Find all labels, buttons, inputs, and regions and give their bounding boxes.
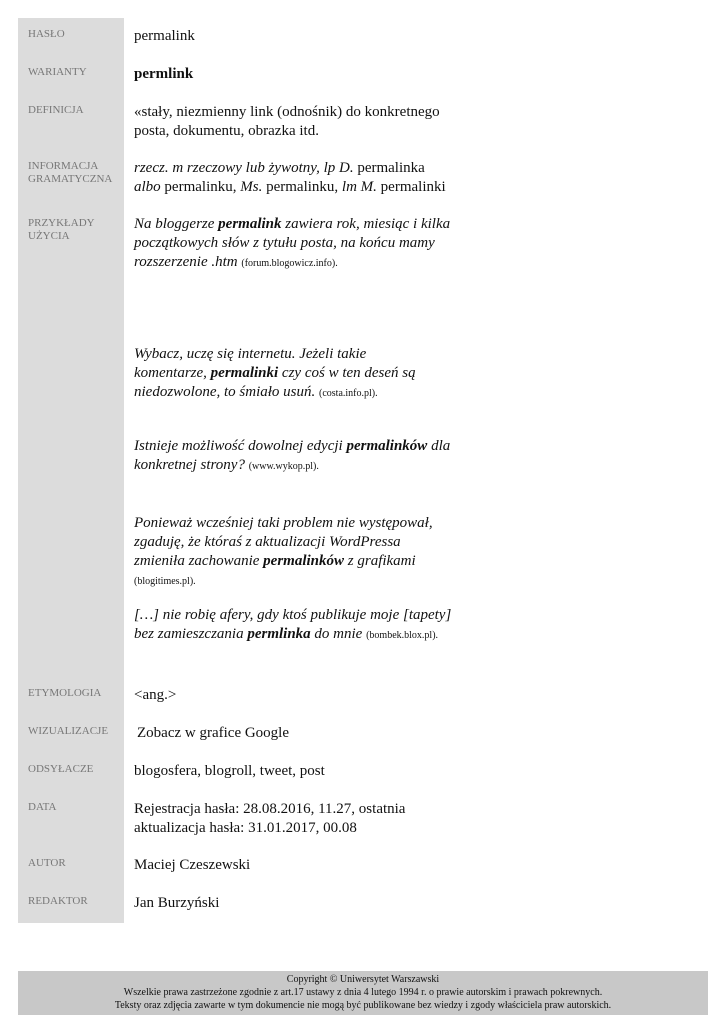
footer-copyright: Copyright © Uniwersytet Warszawski <box>286 974 440 985</box>
row-odsylacze <box>18 753 708 791</box>
copyright-footer <box>18 971 708 1015</box>
example-4-text-end: z grafikami <box>344 553 416 569</box>
example-1-text: Na bloggerze <box>134 216 219 232</box>
example-4-keyword: permalinków <box>263 553 345 569</box>
label-redaktor: REDAKTOR <box>18 885 124 923</box>
gram-info-italic: rzecz. m rzeczowy lub żywotny, lp D. <box>134 160 354 176</box>
label-etymologia: ETYMOLOGIA <box>18 677 124 715</box>
example-2-text: Wybacz, uczę się internetu. Jeżeli takie komentarze, <box>134 346 367 381</box>
row-etymologia <box>18 677 708 715</box>
footer-rights: Wszelkie prawa zastrzeżone zgodnie z art.17 ustawy z dnia 4 lutego 1994 r. o prawie autorskim i prawach pokrewnych. <box>123 987 603 998</box>
example-3-text-end: dla konkretnej strony? <box>134 438 451 473</box>
label-przyklady: PRZYKŁADY UŻYCIA <box>18 207 124 677</box>
label-odsylacze: ODSYŁACZE <box>18 753 124 791</box>
row-haslo <box>18 18 708 56</box>
label-autor: AUTOR <box>18 847 124 885</box>
example-4 <box>134 514 444 591</box>
value-warianty: permlink <box>134 66 194 82</box>
value-odsylacze: blogosfera, blogroll, tweet, post <box>134 763 325 779</box>
row-data <box>18 791 708 847</box>
example-2 <box>134 345 434 403</box>
row-autor <box>18 847 708 885</box>
row-warianty <box>18 56 708 94</box>
example-1-text-end: zawiera rok, miesiąc i kilka początkowych słów z tytułu posta, na końcu mamy rozszerzenie .htm <box>134 216 451 270</box>
gram-info-text-c: permalinki <box>376 179 446 195</box>
google-images-link[interactable]: Zobacz w grafice Google <box>137 725 290 741</box>
gram-info-lmm: lm M. <box>341 179 377 195</box>
value-przyklady <box>124 207 708 677</box>
example-3-source: (www.wykop.pl). <box>248 461 319 472</box>
example-3-text: Istnieje możliwość dowolnej edycji <box>134 438 347 454</box>
value-data: Rejestracja hasła: 28.08.2016, 11.27, ostatnia aktualizacja hasła: 31.01.2017, 00.08 <box>134 801 406 836</box>
gram-info-ms: Ms. <box>240 179 263 195</box>
example-1-source: (forum.blogowicz.info). <box>241 258 338 269</box>
dictionary-entry <box>18 18 708 923</box>
example-5-text: […] nie robię afery, gdy ktoś publikuje moje [tapety] bez zamieszczania <box>134 607 452 642</box>
label-haslo: HASŁO <box>18 18 124 56</box>
gram-info-genitive: permalinka <box>353 160 425 176</box>
gram-info-text-a: permalinku, <box>160 179 241 195</box>
example-5 <box>134 606 464 645</box>
row-wizualizacje <box>18 715 708 753</box>
example-3-keyword: permalinków <box>346 438 428 454</box>
example-5-text-end: do mnie <box>310 626 363 642</box>
value-redaktor: Jan Burzyński <box>134 895 220 911</box>
example-5-keyword: permlinka <box>247 626 311 642</box>
example-1-keyword: permalink <box>218 216 282 232</box>
value-etymologia: <ang.> <box>134 687 177 703</box>
row-informacja <box>18 150 708 207</box>
row-przyklady <box>18 207 708 677</box>
example-2-keyword: permalinki <box>210 365 279 381</box>
example-1 <box>134 215 464 273</box>
value-informacja <box>124 150 708 207</box>
label-wizualizacje: WIZUALIZACJE <box>18 715 124 753</box>
example-2-text-end: czy coś w ten deseń są niedozwolone, to śmiało usuń. <box>134 365 416 400</box>
label-warianty: WARIANTY <box>18 56 124 94</box>
example-5-source: (bombek.blox.pl). <box>366 630 439 641</box>
example-2-source: (costa.info.pl). <box>319 388 378 399</box>
label-informacja: INFORMACJA GRAMATYCZNA <box>18 150 124 207</box>
example-4-text: Ponieważ wcześniej taki problem nie występował, zgaduję, że któraś z aktualizacji WordPressa zmieniła zachowanie <box>134 515 433 569</box>
example-4-source: (blogitimes.pl). <box>134 576 196 587</box>
row-definicja <box>18 94 708 150</box>
gram-info-text-b: permalinku, <box>262 179 342 195</box>
example-3 <box>134 437 454 476</box>
value-definicja: «stały, niezmienny link (odnośnik) do konkretnego posta, dokumentu, obrazka itd. <box>134 104 440 139</box>
label-data: DATA <box>18 791 124 847</box>
row-redaktor <box>18 885 708 923</box>
footer-notice: Teksty oraz zdjęcia zawarte w tym dokumencie nie mogą być publikowane bez wiedzy i zgody właściciela praw autorskich. <box>114 1000 612 1011</box>
value-autor: Maciej Czeszewski <box>134 857 251 873</box>
gram-info-albo: albo <box>134 179 161 195</box>
label-definicja: DEFINICJA <box>18 94 124 150</box>
value-haslo: permalink <box>134 28 195 44</box>
